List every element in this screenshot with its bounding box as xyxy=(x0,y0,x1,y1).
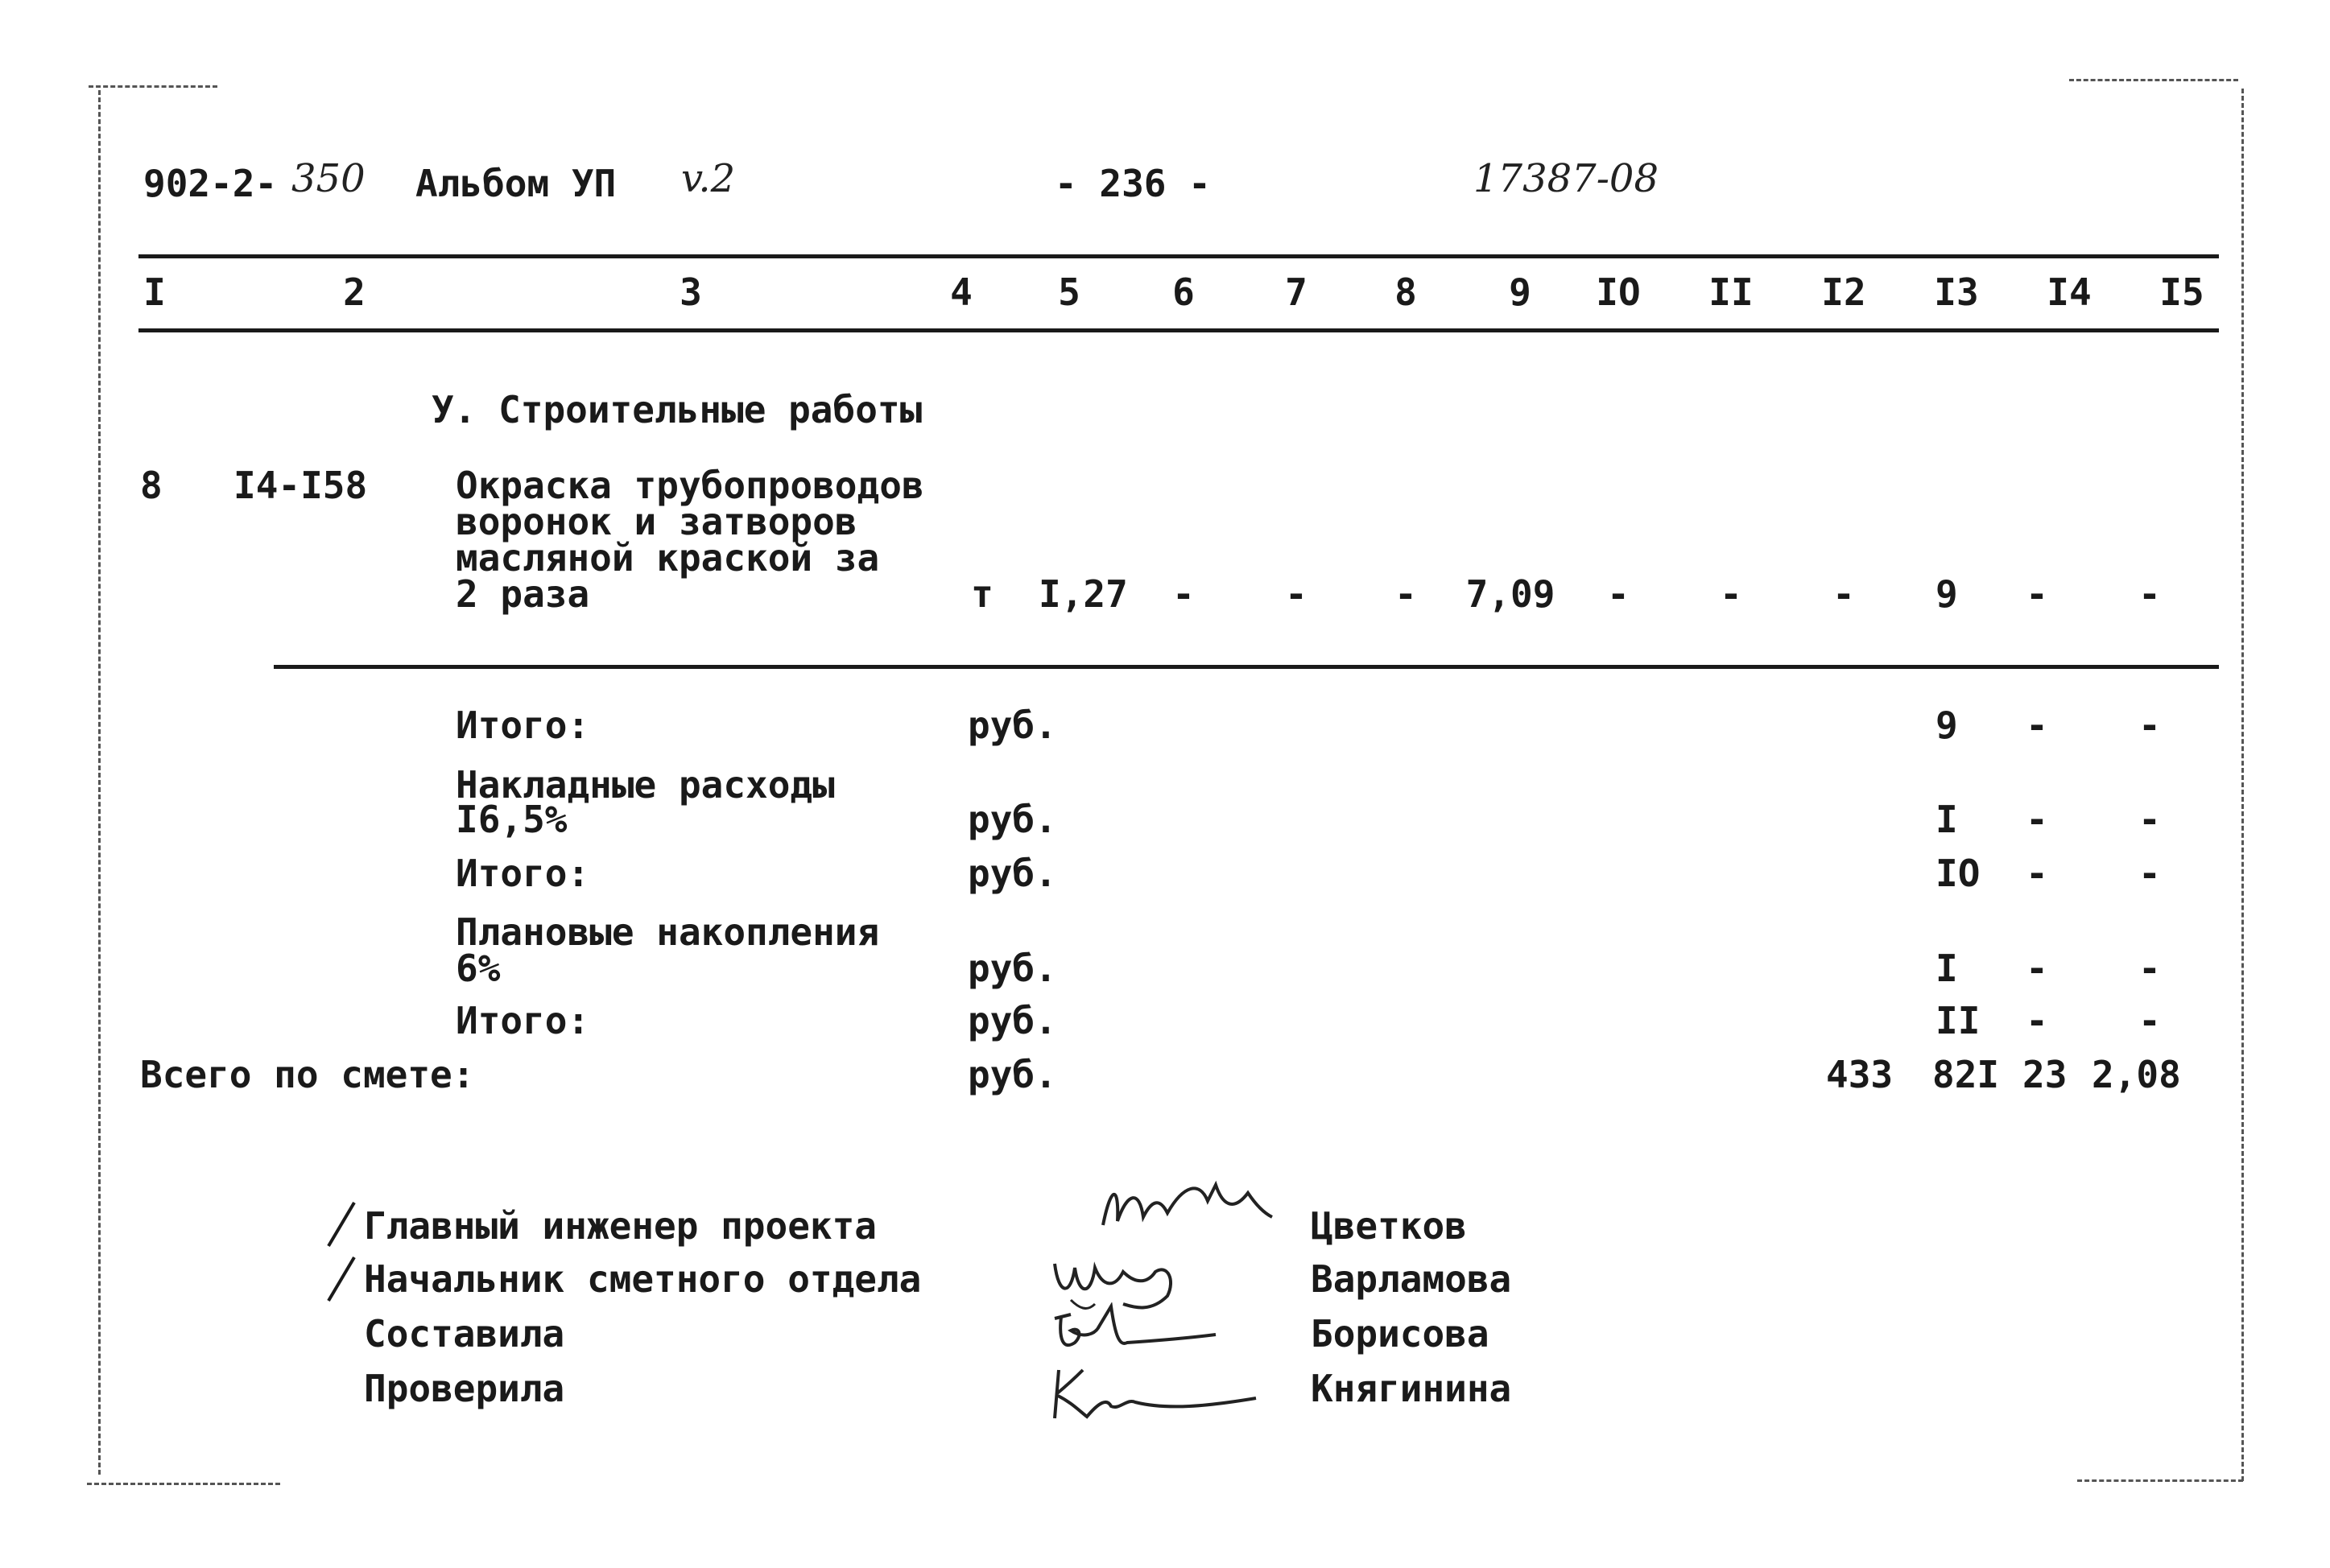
col-header-5: 5 xyxy=(1058,270,1080,314)
total-unit: руб. xyxy=(968,704,1057,747)
series-handwritten: 350 xyxy=(291,156,366,201)
header-rule-top xyxy=(138,254,2219,258)
item-desc-line3: масляной краской за xyxy=(456,536,880,580)
series-printed: 902-2- xyxy=(143,162,278,205)
grand-total-c12: 433 xyxy=(1826,1053,1894,1096)
subtotal-label: Итого: xyxy=(456,852,590,895)
frame-top-left xyxy=(89,85,217,88)
name-borisova: Борисова xyxy=(1311,1312,1489,1355)
overhead-c15: - xyxy=(2138,798,2161,841)
final-subtotal-c13: II xyxy=(1935,999,1981,1042)
album-label: Альбом УП xyxy=(415,162,617,205)
grand-total-label: Всего по смете: xyxy=(140,1053,475,1096)
col-header-13: I3 xyxy=(1934,270,1979,314)
overhead-rate: I6,5% xyxy=(456,798,568,841)
total-label: Итого: xyxy=(456,704,590,747)
col-header-9: 9 xyxy=(1509,270,1531,314)
col-header-8: 8 xyxy=(1394,270,1417,314)
grand-total-c15: 2,08 xyxy=(2092,1053,2181,1096)
doc-number-handwritten: 17387-08 xyxy=(1473,156,1659,201)
page-number: - 236 - xyxy=(1055,162,1211,205)
signature-tsvetkov xyxy=(1095,1177,1280,1241)
item-qty: I,27 xyxy=(1039,572,1128,616)
planned-savings-rate: 6% xyxy=(456,947,501,990)
total-c15: - xyxy=(2138,704,2161,747)
frame-right xyxy=(2241,89,2244,1481)
item-c14: - xyxy=(2026,572,2048,616)
item-desc-line1: Окраска трубопроводов xyxy=(456,464,924,507)
item-c9: 7,09 xyxy=(1465,572,1555,616)
role-estimate-head: Начальник сметного отдела xyxy=(364,1257,922,1301)
role-chief-engineer: Главный инженер проекта xyxy=(364,1204,877,1248)
grand-total-c13: 82I xyxy=(1932,1053,2000,1096)
signature-borisova xyxy=(1047,1302,1224,1367)
frame-top-right xyxy=(2069,79,2238,81)
frame-bottom-right xyxy=(2077,1479,2243,1482)
header-rule-bottom xyxy=(138,328,2219,332)
total-c14: - xyxy=(2026,704,2048,747)
item-desc-line4: 2 раза xyxy=(456,572,590,616)
item-separator-rule xyxy=(274,665,2219,669)
final-subtotal-unit: руб. xyxy=(968,999,1057,1042)
overhead-c14: - xyxy=(2026,798,2048,841)
grand-total-unit: руб. xyxy=(968,1053,1057,1096)
item-c13: 9 xyxy=(1935,572,1958,616)
name-knyaginina: Княгинина xyxy=(1311,1367,1512,1410)
col-header-6: 6 xyxy=(1172,270,1195,314)
col-header-4: 4 xyxy=(950,270,973,314)
col-header-7: 7 xyxy=(1285,270,1308,314)
name-varlamova: Варламова xyxy=(1311,1257,1512,1301)
subtotal-c13: IO xyxy=(1935,852,1981,895)
volume-handwritten: v.2 xyxy=(681,156,736,201)
col-header-11: II xyxy=(1708,270,1754,314)
col-header-10: IO xyxy=(1596,270,1641,314)
role-checked-by: Проверила xyxy=(364,1367,565,1410)
item-c6: - xyxy=(1172,572,1195,616)
col-header-2: 2 xyxy=(343,270,366,314)
overhead-c13: I xyxy=(1935,798,1958,841)
planned-savings-c15: - xyxy=(2138,947,2161,990)
col-header-1: I xyxy=(143,270,166,314)
overhead-unit: руб. xyxy=(968,798,1057,841)
item-code: I4-I58 xyxy=(233,464,368,507)
item-c7: - xyxy=(1285,572,1308,616)
subtotal-unit: руб. xyxy=(968,852,1057,895)
col-header-15: I5 xyxy=(2159,270,2204,314)
overhead-label: Накладные расходы xyxy=(456,763,835,807)
subtotal-c15: - xyxy=(2138,852,2161,895)
name-tsvetkov: Цветков xyxy=(1311,1204,1467,1248)
planned-savings-unit: руб. xyxy=(968,947,1057,990)
role-compiled-by: Составила xyxy=(364,1312,565,1355)
planned-savings-c14: - xyxy=(2026,947,2048,990)
final-subtotal-c15: - xyxy=(2138,999,2161,1042)
final-subtotal-label: Итого: xyxy=(456,999,590,1042)
item-c10: - xyxy=(1607,572,1630,616)
section-title: У. Строительные работы xyxy=(432,388,923,431)
subtotal-c14: - xyxy=(2026,852,2048,895)
item-number: 8 xyxy=(140,464,163,507)
col-header-3: 3 xyxy=(680,270,702,314)
item-c12: - xyxy=(1832,572,1855,616)
grand-total-c14: 23 xyxy=(2022,1053,2068,1096)
final-subtotal-c14: - xyxy=(2026,999,2048,1042)
signature-knyaginina xyxy=(1047,1362,1272,1426)
planned-savings-label: Плановые накопления xyxy=(456,910,880,954)
frame-left xyxy=(98,90,101,1475)
item-desc-line2: воронок и затворов xyxy=(456,500,857,543)
item-c15: - xyxy=(2138,572,2161,616)
planned-savings-c13: I xyxy=(1935,947,1958,990)
item-c8: - xyxy=(1394,572,1417,616)
item-c11: - xyxy=(1720,572,1742,616)
role-slash-marks xyxy=(320,1199,369,1328)
col-header-14: I4 xyxy=(2047,270,2092,314)
col-header-12: I2 xyxy=(1821,270,1866,314)
frame-bottom-left xyxy=(87,1483,280,1485)
item-unit: т xyxy=(971,572,994,616)
total-c13: 9 xyxy=(1935,704,1958,747)
